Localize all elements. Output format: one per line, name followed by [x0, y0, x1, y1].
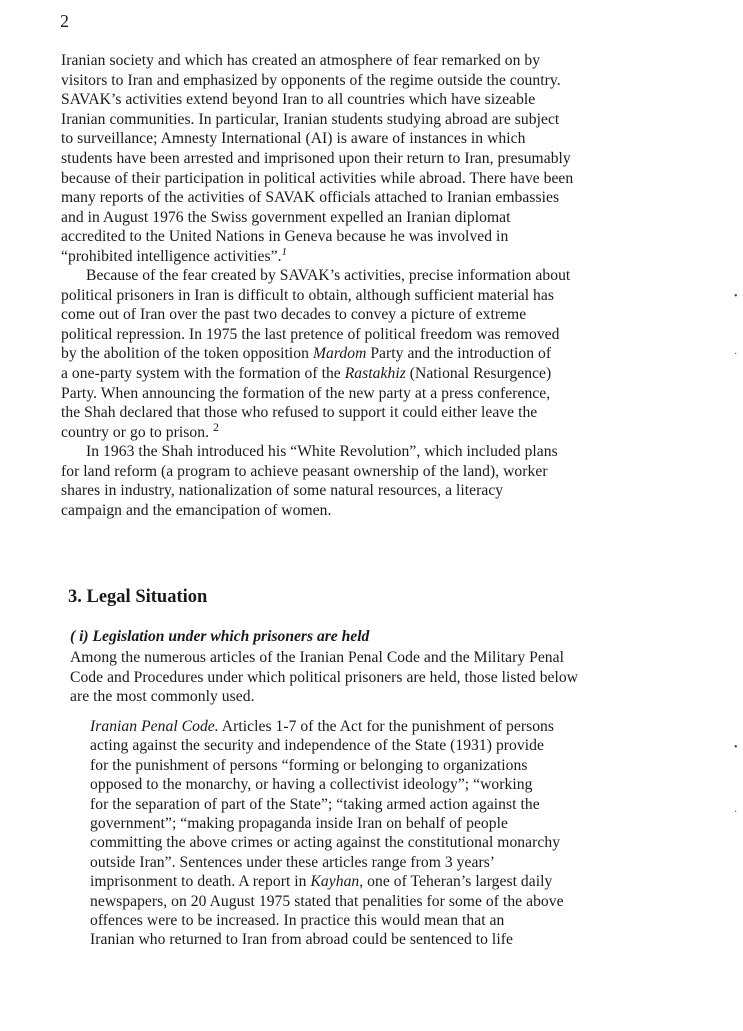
- text-line: Code and Procedures under which political prisoners are held, those listed below: [70, 668, 579, 686]
- party-name-rastakhiz: Rastakhiz: [344, 364, 406, 382]
- white-revolution-paragraph: [61, 442, 701, 520]
- text-line: [61, 344, 701, 364]
- text-line: shares in industry, nationalization of some natural resources, a literacy: [61, 482, 504, 500]
- text-line: Because of the fear created by SAVAK’s activities, precise information about: [86, 267, 571, 284]
- text-line: because of their participation in political activities while abroad. There have been: [61, 169, 574, 187]
- text-span: imprisonment to death. A report in: [90, 873, 311, 891]
- text-line: many reports of the activities of SAVAK officials attached to Iranian embassies: [61, 189, 560, 207]
- text-line: [90, 872, 710, 891]
- text-line: opposed to the monarchy, or having a collectivist ideology”; “working: [90, 776, 533, 794]
- text-line: for the punishment of persons “forming or belonging to organizations: [90, 756, 528, 774]
- footnote-marker-1: 1: [281, 245, 288, 258]
- text-line: political repression. In 1975 the last pretence of political freedom was removed: [61, 325, 560, 343]
- text-line: the Shah declared that those who refused to support it could either leave the: [61, 404, 538, 422]
- text-span: Party and the introduction of: [366, 345, 552, 363]
- text-line: Iranian society and which has created an atmosphere of fear remarked on by: [61, 52, 541, 69]
- page-number: 2: [60, 11, 69, 31]
- scan-mark: ·: [734, 807, 738, 818]
- text-span: by the abolition of the token opposition: [61, 345, 313, 363]
- scan-mark: •: [734, 742, 738, 753]
- text-line: In 1963 the Shah introduced his “White Revolution”, which included plans: [86, 443, 558, 460]
- text-span: (National Resurgence): [405, 364, 552, 382]
- text-line: committing the above crimes or acting against the constitutional monarchy: [90, 834, 561, 852]
- text-line: political prisoners in Iran is difficult to obtain, although sufficient material has: [61, 286, 554, 304]
- text-span: Articles 1-7 of the Act for the punishment of persons: [218, 718, 555, 735]
- text-line: SAVAK’s activities extend beyond Iran to all countries which have sizeable: [61, 91, 536, 109]
- text-line: outside Iran”. Sentences under these articles range from 3 years’: [90, 853, 496, 871]
- text-line: acting against the security and independence of the State (1931) provide: [90, 737, 544, 755]
- text-span: country or go to prison.: [61, 423, 210, 441]
- text-span: a one-party system with the formation of the: [61, 364, 345, 382]
- text-line: Party. When announcing the formation of the new party at a press conference,: [61, 384, 551, 402]
- text-line: offences were to be increased. In practice this would mean that an: [90, 912, 505, 930]
- text-span: one of Teheran’s largest daily: [363, 873, 553, 891]
- quote-text: “prohibited intelligence activities”.: [61, 247, 282, 265]
- text-line: are the most commonly used.: [70, 688, 255, 706]
- text-line: Iranian who returned to Iran from abroad could be sentenced to life: [90, 931, 513, 949]
- text-line: [61, 247, 701, 267]
- party-name-mardom: Mardom: [312, 345, 367, 363]
- text-line: for land reform (a program to achieve peasant ownership of the land), worker: [61, 462, 548, 480]
- text-line: for the separation of part of the State”; “taking armed action against the: [90, 795, 540, 813]
- subheading: ( i) Legislation under which prisoners are held: [70, 628, 370, 645]
- text-line: government”; “making propaganda inside Iran on behalf of people: [90, 815, 508, 833]
- intro-paragraph: [61, 51, 701, 267]
- penal-code-title: Iranian Penal Code.: [90, 718, 219, 735]
- footnote-marker-2: 2: [212, 419, 220, 434]
- text-line: Iranian communities. In particular, Iranian students studying abroad are subject: [61, 110, 560, 128]
- fear-paragraph: [61, 266, 701, 442]
- text-line: newspapers, on 20 August 1975 stated that penalities for some of the above: [90, 892, 564, 910]
- text-line: accredited to the United Nations in Geneva because he was involved in: [61, 228, 509, 246]
- text-line: come out of Iran over the past two decades to convey a picture of extreme: [61, 306, 527, 324]
- newspaper-name-kayhan: Kayhan,: [310, 873, 364, 891]
- text-line: students have been arrested and imprisoned upon their return to Iran, presumably: [61, 149, 571, 167]
- text-line: Among the numerous articles of the Iranian Penal Code and the Military Penal: [70, 649, 565, 666]
- text-line: visitors to Iran and emphasized by opponents of the regime outside the country.: [61, 71, 561, 89]
- text-line: and in August 1976 the Swiss government expelled an Iranian diplomat: [61, 208, 511, 226]
- text-line: campaign and the emancipation of women.: [61, 501, 332, 519]
- section-intro-paragraph: [70, 648, 710, 707]
- section-heading: 3. Legal Situation: [68, 587, 208, 607]
- text-line: [61, 419, 701, 443]
- scan-mark: ·: [734, 349, 738, 360]
- text-line: to surveillance; Amnesty International (AI) is aware of instances in which: [61, 130, 526, 148]
- text-line: [61, 364, 701, 384]
- scan-mark: •: [734, 291, 738, 302]
- text-line: [90, 717, 710, 736]
- penal-code-paragraph: [90, 717, 710, 950]
